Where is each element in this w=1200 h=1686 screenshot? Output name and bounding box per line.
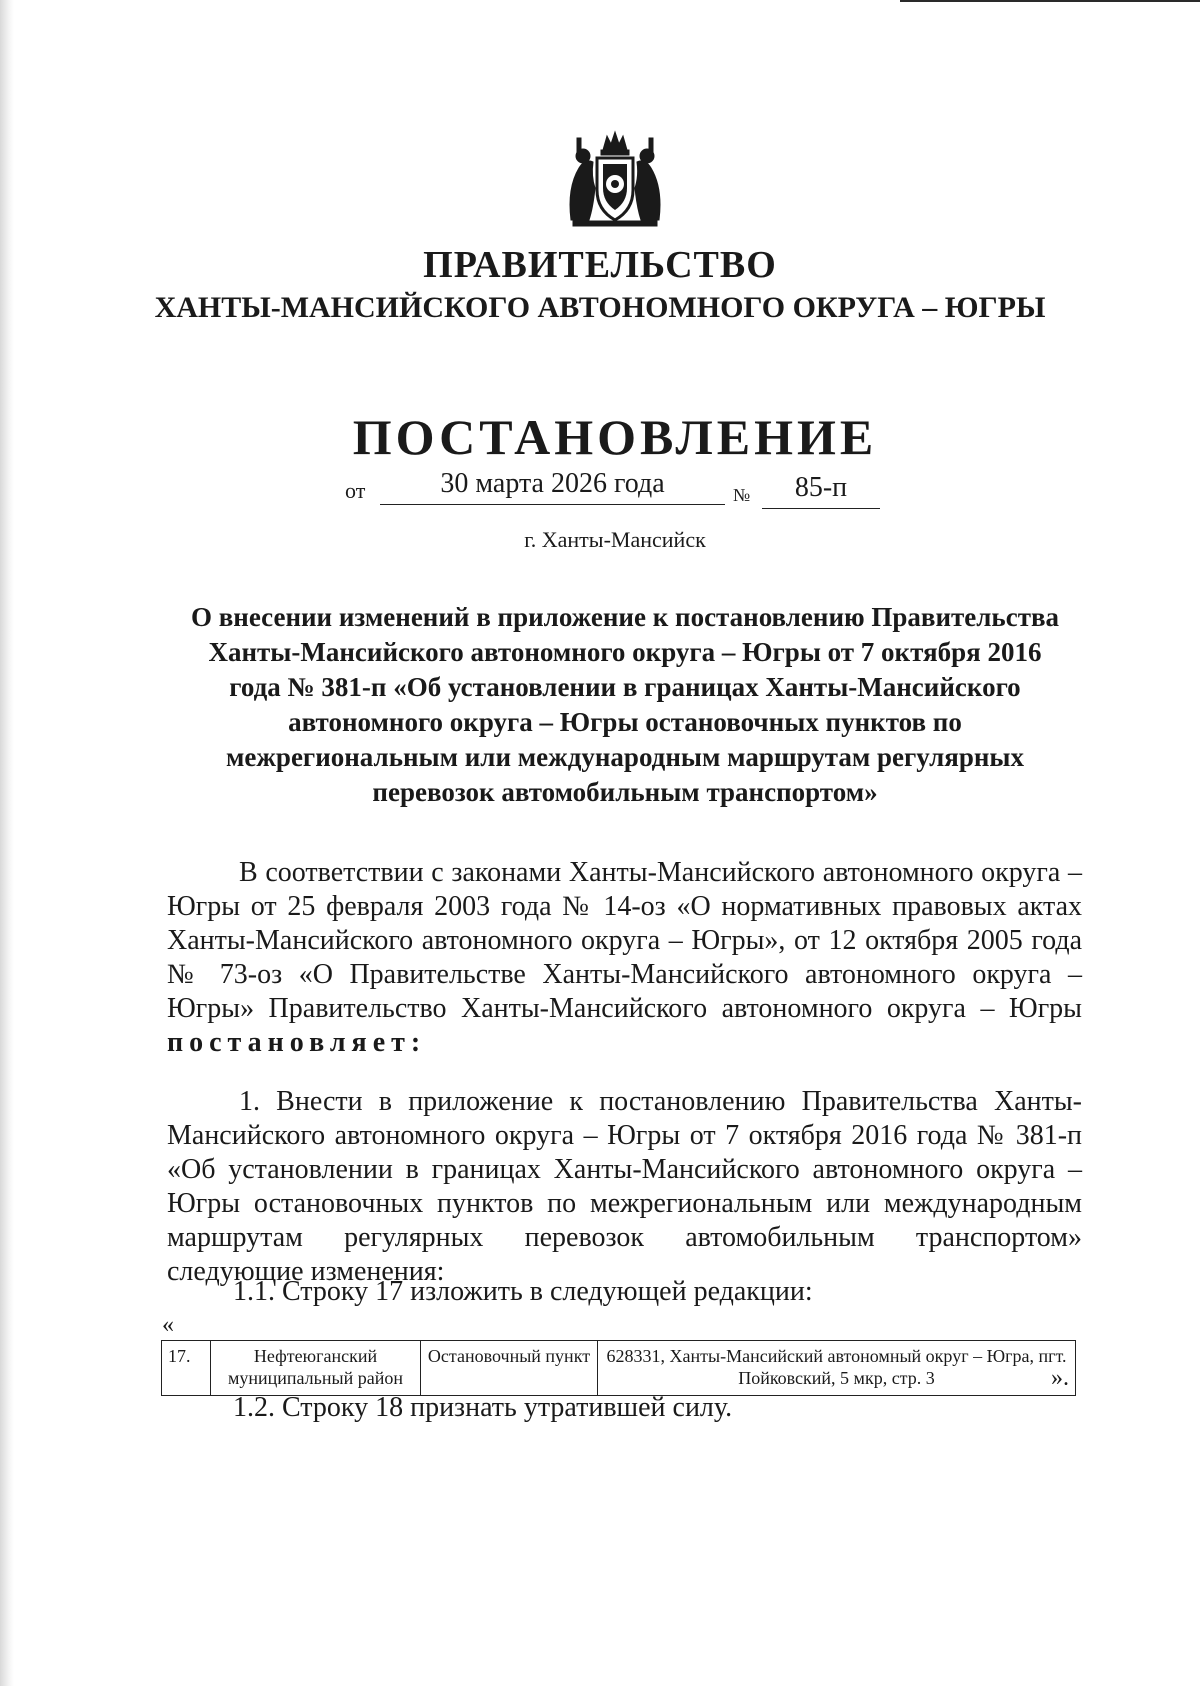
coat-of-arms-emblem bbox=[563, 128, 667, 228]
amendment-table bbox=[161, 1340, 1076, 1396]
document-date: 30 марта 2026 года bbox=[380, 468, 725, 505]
item-1-2: 1.2. Строку 18 признать утратившей силу. bbox=[233, 1392, 733, 1423]
quote-close: ». bbox=[1051, 1365, 1069, 1391]
scan-edge-top bbox=[900, 0, 1200, 2]
preamble-text: В соответствии с законами Ханты-Мансийского автономного округа – Югры от 25 февраля 2003 года № 14-оз «О нормативных правовых актах Ханты-Мансийского автономного округа – Югры», от 12 октября 2005 года № 73-оз «О Правительстве Ханты-Мансийского автономного округа – Югры» Правительство Ханты-Мансийского автономного округа – Югры bbox=[167, 857, 1082, 1024]
date-from-label: от bbox=[345, 478, 366, 503]
city: г. Ханты-Мансийск bbox=[524, 527, 706, 552]
item-1-paragraph: 1. Внести в приложение к постановлению Правительства Ханты-Мансийского автономного округа – Югры от 7 октября 2016 года № 381-п «Об установлении в границах Ханты-Мансийского автономного округа – Югры остановочных пунктов по межрегиональным или международным маршрутам регулярных перевозок автомобильным транспортом» следующие изменения: bbox=[167, 1086, 1082, 1287]
org-name-line2: ХАНТЫ-МАНСИЙСКОГО АВТОНОМНОГО ОКРУГА – ЮГРЫ bbox=[154, 291, 1046, 324]
cell-number: 17. bbox=[162, 1341, 211, 1396]
item-1-1: 1.1. Строку 17 изложить в следующей редакции: bbox=[233, 1276, 813, 1307]
cell-type: Остановочный пункт bbox=[421, 1341, 598, 1396]
quote-open: « bbox=[162, 1312, 174, 1338]
table-row bbox=[162, 1341, 1076, 1396]
org-name-line1: ПРАВИТЕЛЬСТВО bbox=[423, 244, 777, 286]
number-label: № bbox=[733, 485, 751, 505]
document-title: О внесении изменений в приложение к постановлению Правительства Ханты-Мансийского автономного округа – Югры от 7 октября 2016 года № 381-п «Об установлении в границах Ханты-Мансийского автономного округа – Югры остановочных пунктов по межрегиональным или международным маршрутам регулярных перевозок автомобильным транспортом» bbox=[190, 602, 1060, 807]
document-number: 85-п bbox=[762, 472, 880, 509]
cell-address: 628331, Ханты-Мансийский автономный округ – Югра, пгт. Пойковский, 5 мкр, стр. 3 bbox=[598, 1341, 1076, 1396]
resolves-text: постановляет: bbox=[167, 1027, 427, 1058]
preamble-paragraph bbox=[167, 856, 1082, 1060]
cell-district: Нефтеюганский муниципальный район bbox=[211, 1341, 421, 1396]
document-type: ПОСТАНОВЛЕНИЕ bbox=[352, 409, 878, 465]
